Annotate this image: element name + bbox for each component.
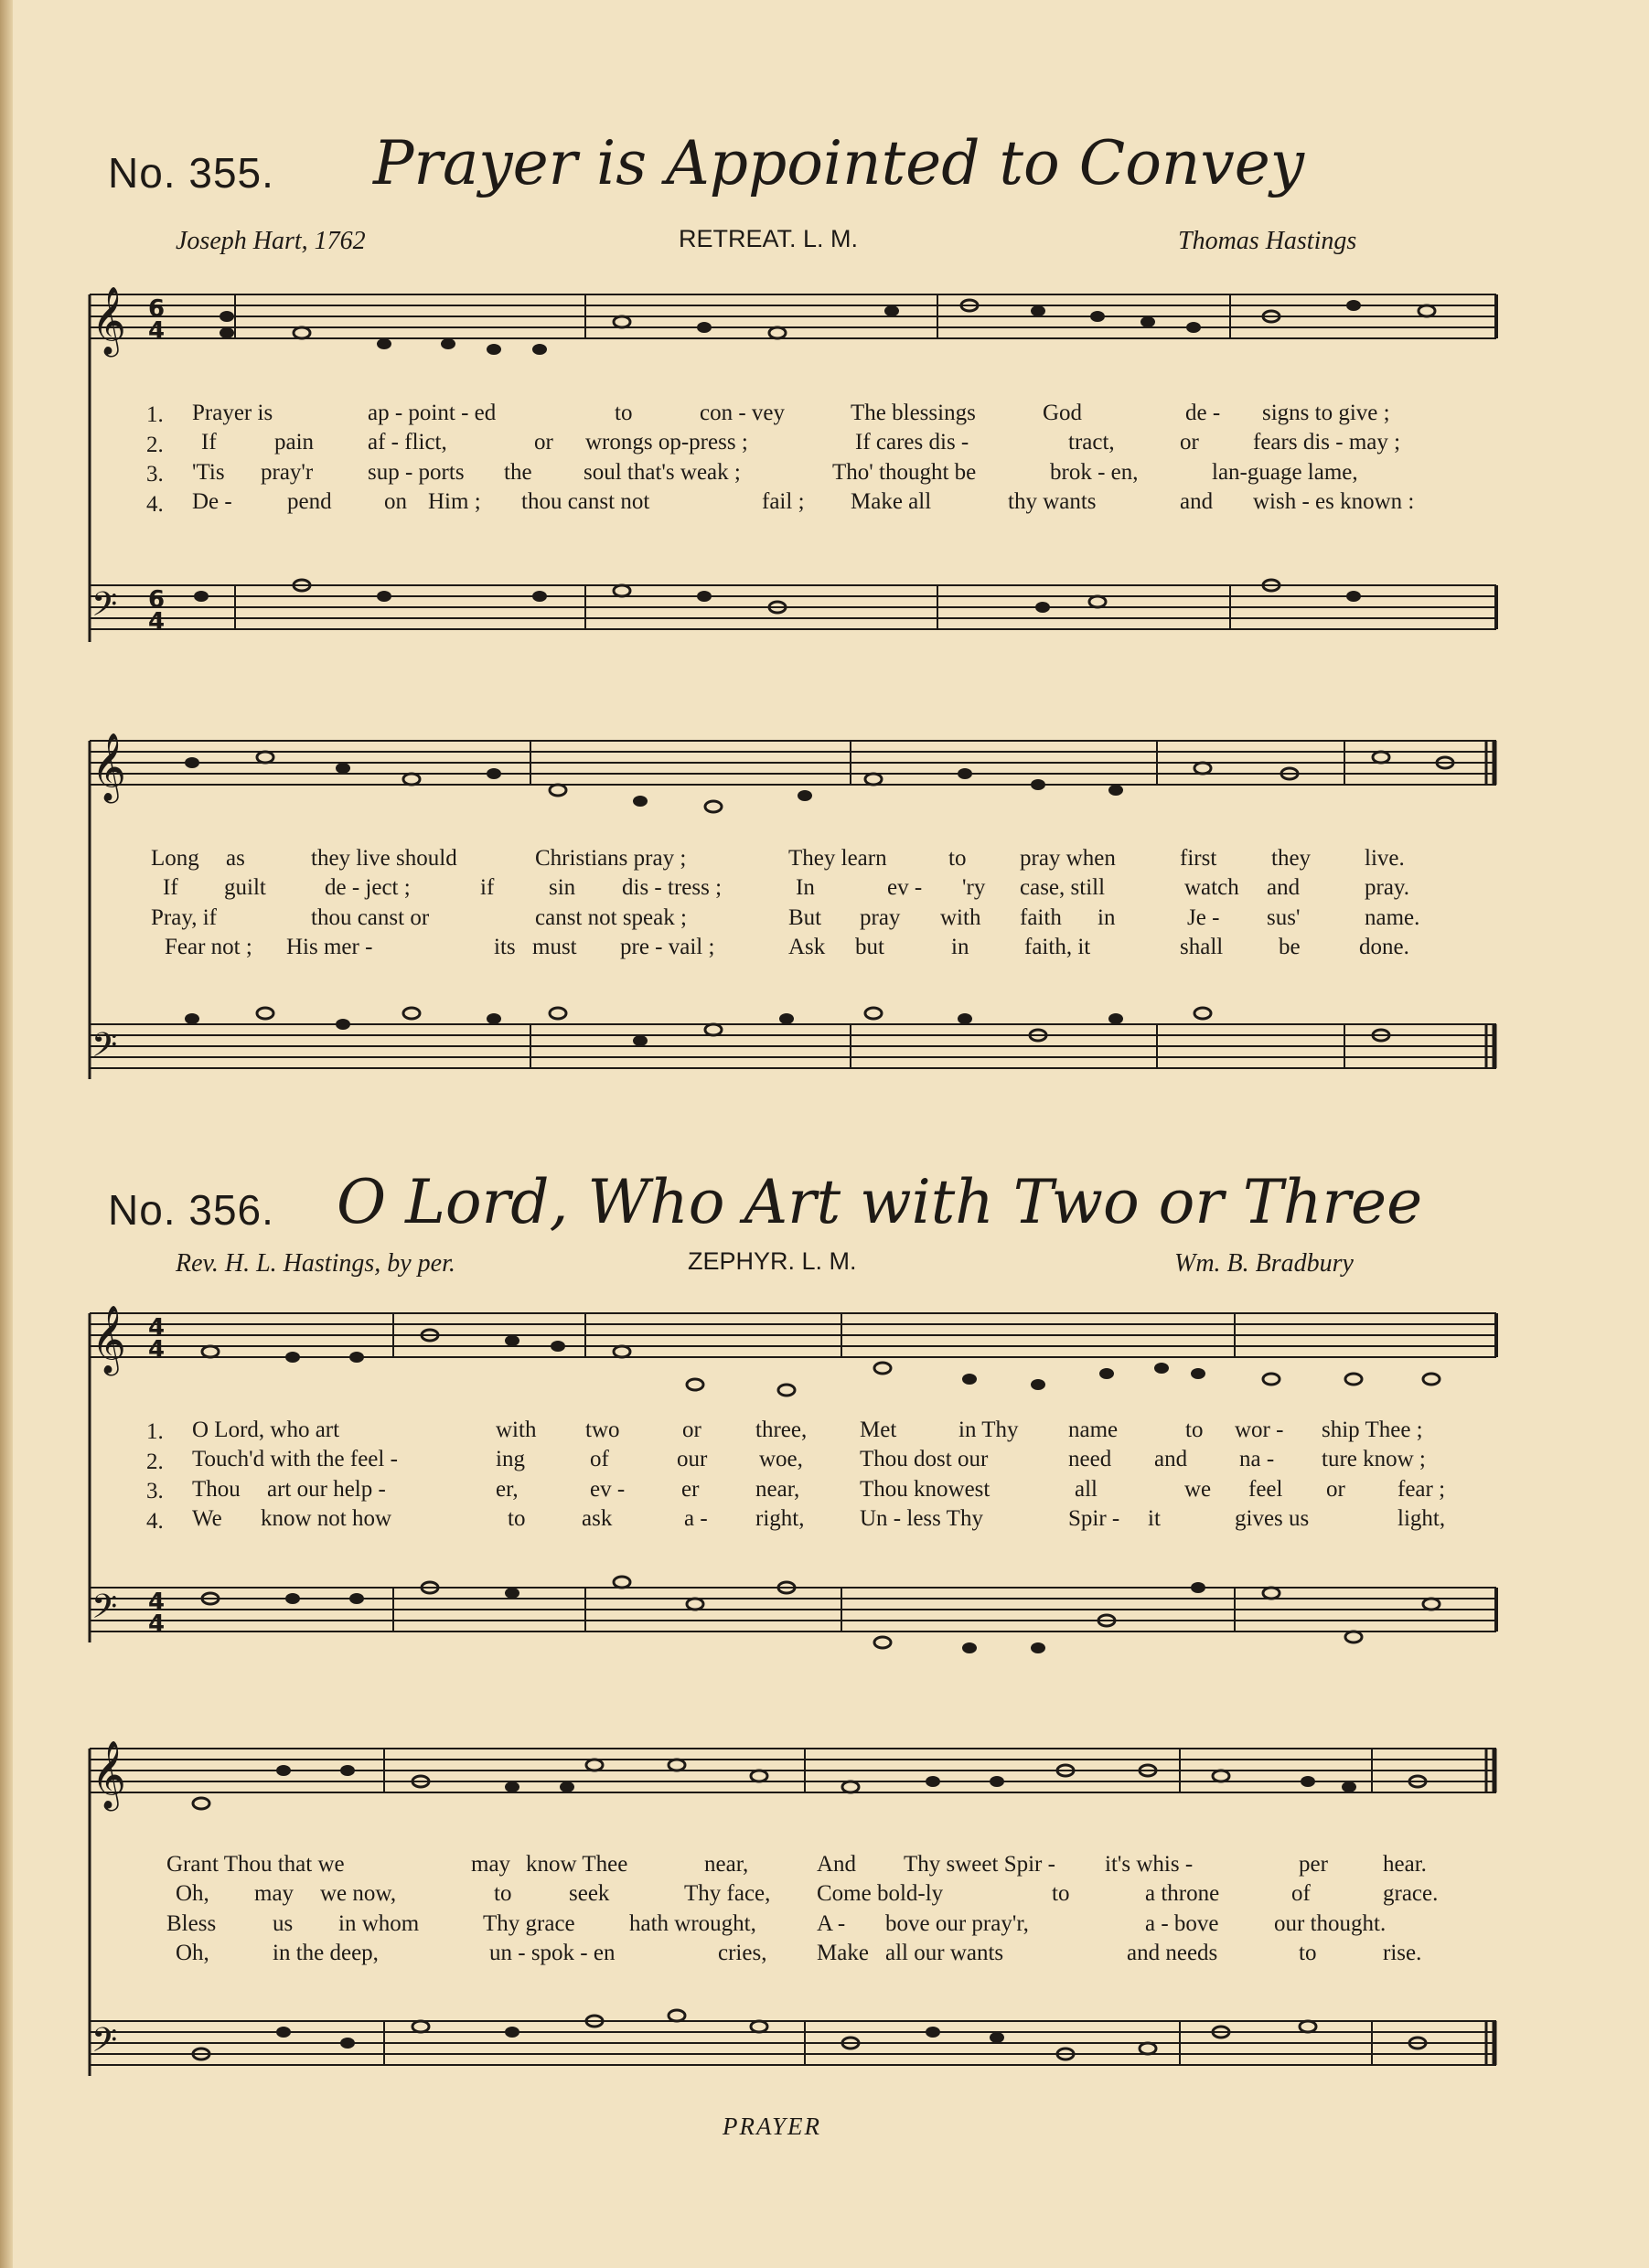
syllable: to (1185, 1418, 1204, 1442)
syllable: three, (755, 1418, 808, 1442)
time-signature-top: 6 (148, 586, 166, 614)
syllable: lan-guage lame, (1212, 460, 1358, 485)
syllable: fears dis - may ; (1253, 430, 1401, 455)
syllable: Him ; (428, 489, 481, 514)
syllable: seek (569, 1881, 610, 1906)
syllable: sin (549, 875, 576, 900)
syllable: But (788, 905, 822, 930)
syllable: 'ry (962, 875, 986, 900)
bass-clef-icon: 𝄢 (91, 1026, 118, 1073)
verse-number: 2. (146, 1449, 164, 1474)
syllable: case, still (1020, 875, 1106, 900)
syllable: In (796, 875, 815, 900)
syllable: on (384, 489, 407, 514)
syllable: The blessings (851, 401, 976, 425)
syllable: hear. (1383, 1852, 1427, 1877)
syllable: live. (1365, 846, 1405, 871)
syllable: in the deep, (273, 1941, 379, 1965)
time-signature-top: 4 (148, 1314, 166, 1342)
syllable: Prayer is (192, 401, 273, 425)
syllable: They learn (788, 846, 887, 871)
syllable: If (163, 875, 178, 900)
syllable: Oh, (176, 1881, 209, 1906)
syllable: Thy face, (684, 1881, 771, 1906)
verse-number: 1. (146, 1419, 164, 1444)
syllable: they live should (311, 846, 457, 871)
syllable: grace. (1383, 1881, 1439, 1906)
verse-number: 3. (146, 1479, 164, 1503)
syllable: pend (287, 489, 332, 514)
time-signature-top: 6 (148, 295, 166, 323)
syllable: thou canst or (311, 905, 430, 930)
syllable: wrongs op-press ; (585, 430, 748, 455)
syllable: And (817, 1852, 857, 1877)
syllable: Thou knowest (860, 1477, 990, 1502)
syllable: De - (192, 489, 232, 514)
syllable: If (201, 430, 217, 455)
syllable: thou canst not (521, 489, 650, 514)
syllable: of (590, 1447, 609, 1471)
syllable: bove our pray'r, (885, 1911, 1029, 1936)
tune-name: ZEPHYR. L. M. (688, 1247, 857, 1275)
syllable: hath wrought, (629, 1911, 756, 1936)
syllable: tract, (1068, 430, 1115, 455)
syllable: if (480, 875, 495, 900)
verse-number: 4. (146, 491, 164, 517)
treble-clef-icon: 𝄞 (91, 287, 126, 355)
syllable: pain (274, 430, 315, 455)
syllable: per (1299, 1852, 1328, 1877)
syllable: We (192, 1506, 222, 1531)
author-credit: Joseph Hart, 1762 (176, 227, 366, 255)
verse-number: 3. (146, 462, 164, 487)
treble-clef-icon: 𝄞 (91, 1306, 126, 1374)
syllable: as (226, 846, 245, 871)
syllable: all (1075, 1477, 1098, 1502)
syllable: If cares dis - (855, 430, 969, 455)
syllable: done. (1359, 935, 1409, 959)
time-signature-bottom: 4 (148, 317, 166, 345)
syllable: Grant Thou that we (166, 1852, 345, 1877)
bass-staff-system-3 (90, 1588, 1496, 1631)
syllable: it's whis - (1105, 1852, 1194, 1877)
syllable: fear ; (1397, 1477, 1446, 1502)
syllable: all our wants (885, 1941, 1004, 1965)
syllable: light, (1397, 1506, 1446, 1531)
syllable: Fear not ; (165, 935, 252, 959)
syllable: Tho' thought be (832, 460, 977, 485)
composer-credit: Wm. B. Bradbury (1174, 1249, 1354, 1278)
syllable: in (951, 935, 969, 959)
syllable: to (1299, 1941, 1317, 1965)
syllable: know not how (261, 1506, 392, 1531)
syllable: Spir - (1068, 1506, 1120, 1531)
syllable: first (1180, 846, 1217, 871)
syllable: we (1184, 1477, 1212, 1502)
verse-number: 2. (146, 432, 164, 457)
syllable: in (1098, 905, 1116, 930)
syllable: af - flict, (368, 430, 447, 455)
hymn-number: No. 356. (108, 1186, 274, 1234)
syllable: it (1148, 1506, 1161, 1531)
syllable: shall (1180, 935, 1224, 959)
syllable: thy wants (1008, 489, 1097, 514)
syllable: and (1267, 875, 1301, 900)
syllable: brok - en, (1050, 460, 1139, 485)
syllable: may (254, 1881, 294, 1906)
syllable: right, (755, 1506, 805, 1531)
syllable: we now, (320, 1881, 397, 1906)
syllable: Long (151, 846, 199, 871)
syllable: near, (755, 1477, 800, 1502)
syllable: God (1043, 401, 1083, 425)
time-signature-bottom: 4 (148, 608, 166, 636)
bass-clef-icon: 𝄢 (91, 585, 118, 632)
syllable: need (1068, 1447, 1112, 1471)
syllable: near, (704, 1852, 749, 1877)
syllable: er (681, 1477, 700, 1502)
syllable: but (855, 935, 884, 959)
syllable: signs to give ; (1262, 401, 1390, 425)
syllable: Thou dost our (860, 1447, 989, 1471)
syllable: de - (1185, 401, 1221, 425)
syllable: pre - vail ; (620, 935, 715, 959)
syllable: pray (860, 905, 901, 930)
syllable: pray'r (261, 460, 314, 485)
syllable: pray. (1365, 875, 1410, 900)
syllable: faith (1020, 905, 1062, 930)
section-label: PRAYER (723, 2113, 821, 2140)
syllable: dis - tress ; (622, 875, 723, 900)
syllable: name (1068, 1418, 1119, 1442)
hymn-number: No. 355. (108, 149, 274, 197)
syllable: and (1154, 1447, 1188, 1471)
verse-number: 1. (146, 402, 164, 427)
syllable: ev - (590, 1477, 626, 1502)
syllable: and needs (1127, 1941, 1218, 1965)
syllable: Thy grace (483, 1911, 575, 1936)
syllable: guilt (224, 875, 266, 900)
syllable: or (1180, 430, 1199, 455)
syllable: cries, (718, 1941, 767, 1965)
syllable: er, (496, 1477, 519, 1502)
treble-clef-icon: 𝄞 (91, 1741, 126, 1809)
syllable: Oh, (176, 1941, 209, 1965)
syllable: may (471, 1852, 511, 1877)
syllable: Un - less Thy (860, 1506, 983, 1531)
syllable: to (508, 1506, 526, 1531)
syllable: O Lord, who art (192, 1418, 340, 1442)
syllable: or (1326, 1477, 1345, 1502)
syllable: and (1180, 489, 1214, 514)
syllable: na - (1239, 1447, 1275, 1471)
verse-numbers (146, 1418, 164, 1536)
syllable: Make (817, 1941, 869, 1965)
syllable: watch (1184, 875, 1239, 900)
syllable: pray when (1020, 846, 1116, 871)
syllable: sup - ports (368, 460, 465, 485)
syllable: the (504, 460, 532, 485)
syllable: Christians pray ; (535, 846, 687, 871)
syllable: con - vey (700, 401, 786, 425)
syllable: 'Tis (192, 460, 225, 485)
syllable: a - (684, 1506, 708, 1531)
syllable: its (494, 935, 516, 959)
tune-name: RETREAT. L. M. (679, 225, 859, 252)
syllable: or (534, 430, 553, 455)
syllable: us (273, 1911, 294, 1936)
syllable: Thy sweet Spir - (904, 1852, 1055, 1877)
syllable: Met (860, 1418, 897, 1442)
syllable: our (677, 1447, 708, 1471)
syllable: ev - (887, 875, 923, 900)
syllable: gives us (1235, 1506, 1310, 1531)
syllable: name. (1365, 905, 1420, 930)
syllable: or (682, 1418, 701, 1442)
syllable: in whom (338, 1911, 420, 1936)
syllable: canst not speak ; (535, 905, 687, 930)
author-credit: Rev. H. L. Hastings, by per. (176, 1249, 455, 1278)
syllable: de - ject ; (325, 875, 411, 900)
syllable: our thought. (1274, 1911, 1387, 1936)
syllable: with (940, 905, 981, 930)
syllable: to (615, 401, 633, 425)
syllable: rise. (1383, 1941, 1422, 1965)
syllable: sus' (1267, 905, 1301, 930)
syllable: A - (817, 1911, 846, 1936)
syllable: ship Thee ; (1322, 1418, 1423, 1442)
syllable: two (585, 1418, 620, 1442)
syllable: His mer - (286, 935, 373, 959)
time-signature-top: 4 (148, 1589, 166, 1616)
syllable: fail ; (762, 489, 805, 514)
time-signature-bottom: 4 (148, 1336, 166, 1364)
syllable: Come bold-ly (817, 1881, 944, 1906)
syllable: ture know ; (1322, 1447, 1426, 1471)
syllable: Make all (851, 489, 932, 514)
syllable: soul that's weak ; (584, 460, 741, 485)
syllable: Je - (1187, 905, 1220, 930)
syllable: to (1052, 1881, 1070, 1906)
syllable: ask (582, 1506, 613, 1531)
syllable: Touch'd with the feel - (192, 1447, 398, 1471)
syllable: must (532, 935, 577, 959)
syllable: be (1279, 935, 1301, 959)
syllable: know Thee (526, 1852, 628, 1877)
syllable: Bless (166, 1911, 217, 1936)
syllable: ap - point - ed (368, 401, 497, 425)
syllable: a - bove (1145, 1911, 1219, 1936)
syllable: woe, (759, 1447, 803, 1471)
syllable: Pray, if (151, 905, 217, 930)
syllable: to (948, 846, 967, 871)
bass-clef-icon: 𝄢 (91, 1588, 118, 1634)
syllable: with (496, 1418, 537, 1442)
verse-number: 4. (146, 1508, 164, 1534)
syllable: they (1271, 846, 1312, 871)
bass-clef-icon: 𝄢 (91, 2021, 118, 2068)
composer-credit: Thomas Hastings (1178, 227, 1357, 255)
syllable: faith, it (1024, 935, 1091, 959)
syllable: ing (496, 1447, 525, 1471)
hymn-title: O Lord, Who Art with Two or Three (337, 1167, 1423, 1237)
treble-clef-icon: 𝄞 (91, 733, 126, 801)
syllable: un - spok - en (489, 1941, 616, 1965)
hymn-title: Prayer is Appointed to Convey (373, 128, 1305, 198)
syllable: wor - (1235, 1418, 1284, 1442)
syllable: a throne (1145, 1881, 1220, 1906)
syllable: Ask (788, 935, 826, 959)
syllable: Thou (192, 1477, 241, 1502)
syllable: wish - es known : (1253, 489, 1415, 514)
syllable: feel (1248, 1477, 1283, 1502)
syllable: to (494, 1881, 512, 1906)
time-signature-bottom: 4 (148, 1610, 166, 1638)
syllable: art our help - (267, 1477, 386, 1502)
syllable: of (1291, 1881, 1311, 1906)
syllable: in Thy (958, 1418, 1019, 1442)
bass-staff-system-4 (90, 2021, 1496, 2065)
